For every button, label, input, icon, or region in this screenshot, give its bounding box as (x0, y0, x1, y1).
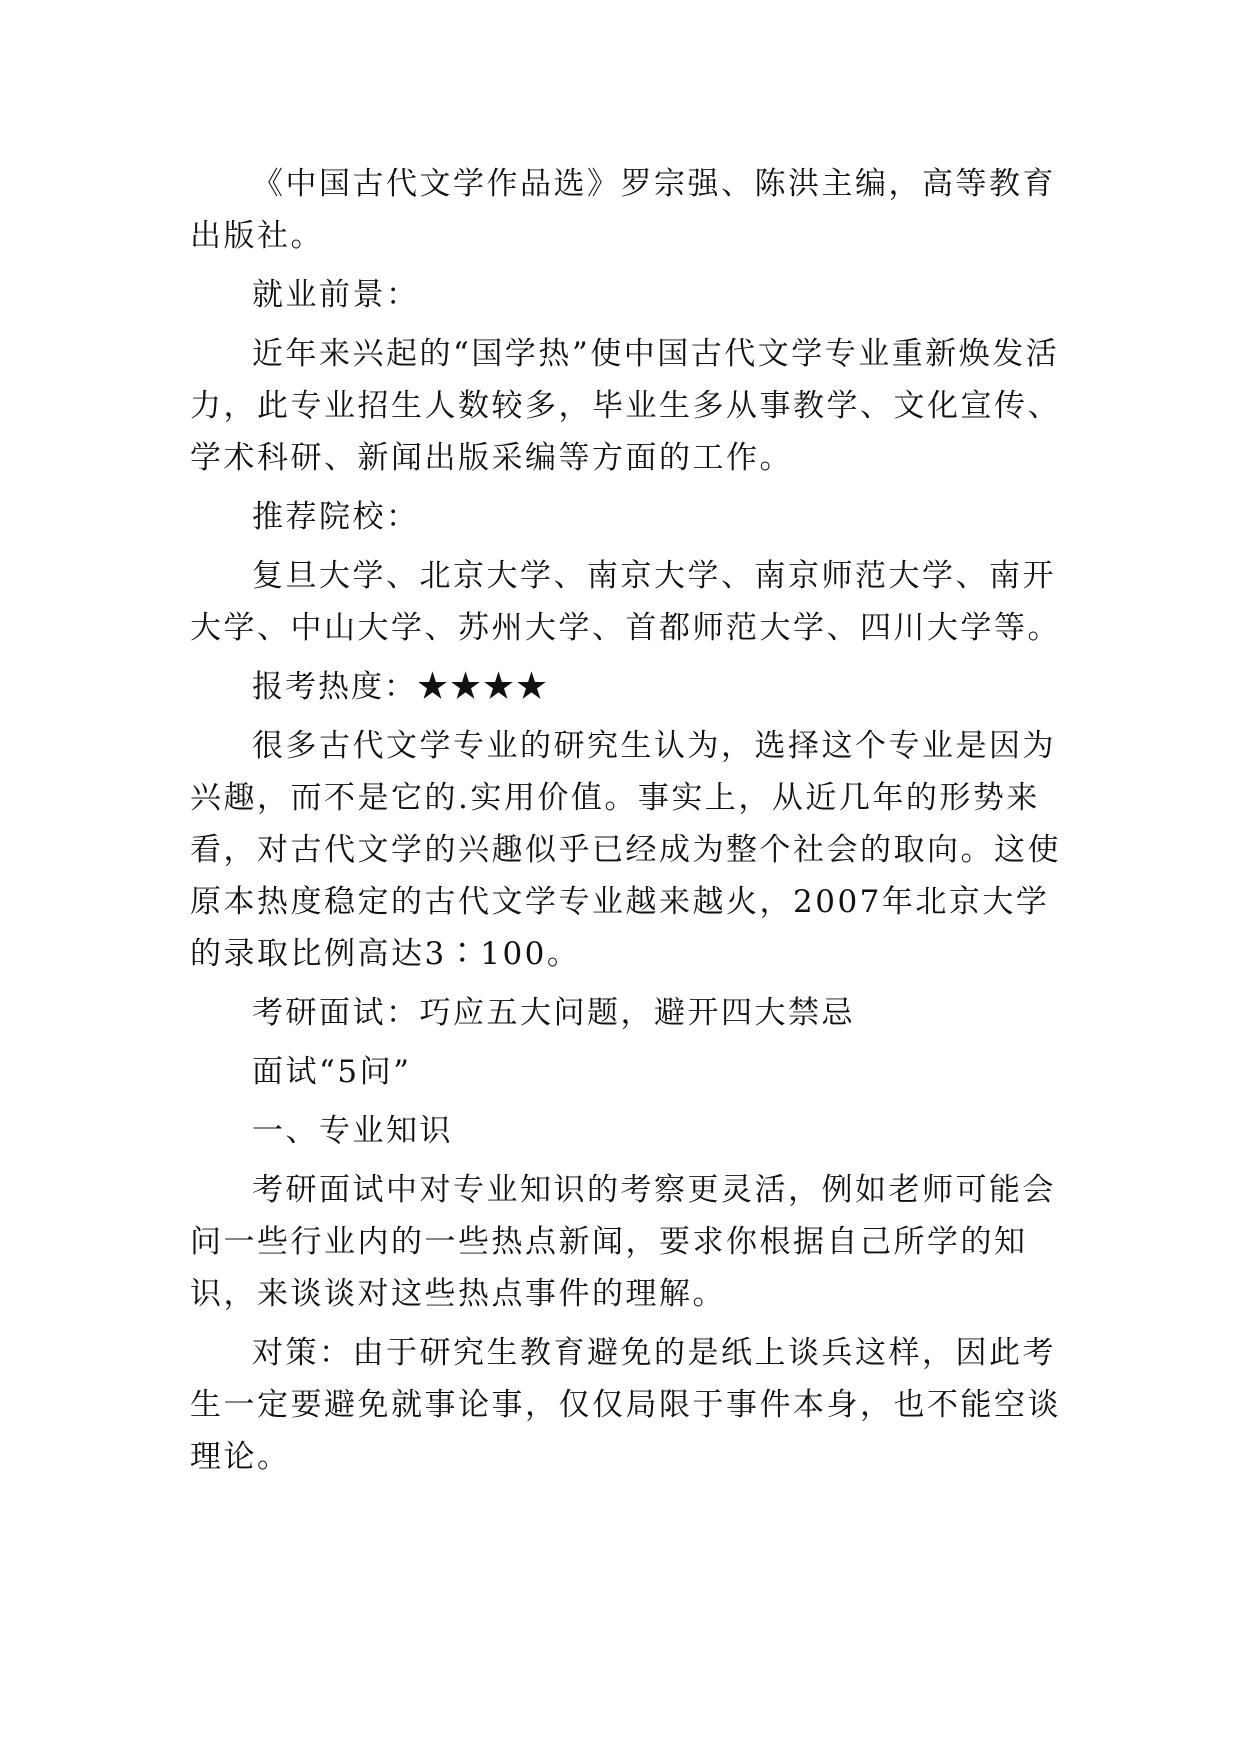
heading-interview: 考研面试：巧应五大问题，避开四大禁忌 (252, 995, 855, 1031)
paragraph-strategy: 对策：由于研究生教育避免的是纸上谈兵这样，因此考生一定要避免就事论事，仅仅局限于事件本身，也不能空谈理论。 (190, 1335, 1061, 1475)
heading-employment-prospects: 就业前景： (252, 277, 420, 313)
paragraph-schools: 复旦大学、北京大学、南京大学、南京师范大学、南开大学、中山大学、苏州大学、首都师范大学、四川大学等。 (190, 558, 1061, 646)
heading-popularity-rating: 报考热度：★★★★ (252, 669, 549, 705)
document-body (190, 158, 1062, 1483)
paragraph-employment: 近年来兴起的“国学热”使中国古代文学专业重新焕发活力，此专业招生人数较多，毕业生多从事教学、文化宣传、学术科研、新闻出版采编等方面的工作。 (190, 336, 1061, 476)
heading-five-questions: 面试“5问” (252, 1054, 412, 1090)
heading-recommended-schools: 推荐院校： (252, 499, 420, 535)
paragraph-popularity: 很多古代文学专业的研究生认为，选择这个专业是因为兴趣，而不是它的.实用价值。事实上，从近几年的形势来看，对古代文学的兴趣似乎已经成为整个社会的取向。这使原本热度稳定的古代文学专业越来越火，2007年北京大学的录取比例高达3∶100。 (190, 728, 1061, 972)
paragraph-knowledge: 考研面试中对专业知识的考察更灵活，例如老师可能会问一些行业内的一些热点新闻，要求你根据自己所学的知识，来谈谈对这些热点事件的理解。 (190, 1172, 1056, 1312)
heading-professional-knowledge: 一、专业知识 (252, 1113, 453, 1149)
paragraph-textbook: 《中国古代文学作品选》罗宗强、陈洪主编，高等教育出版社。 (190, 166, 1056, 254)
